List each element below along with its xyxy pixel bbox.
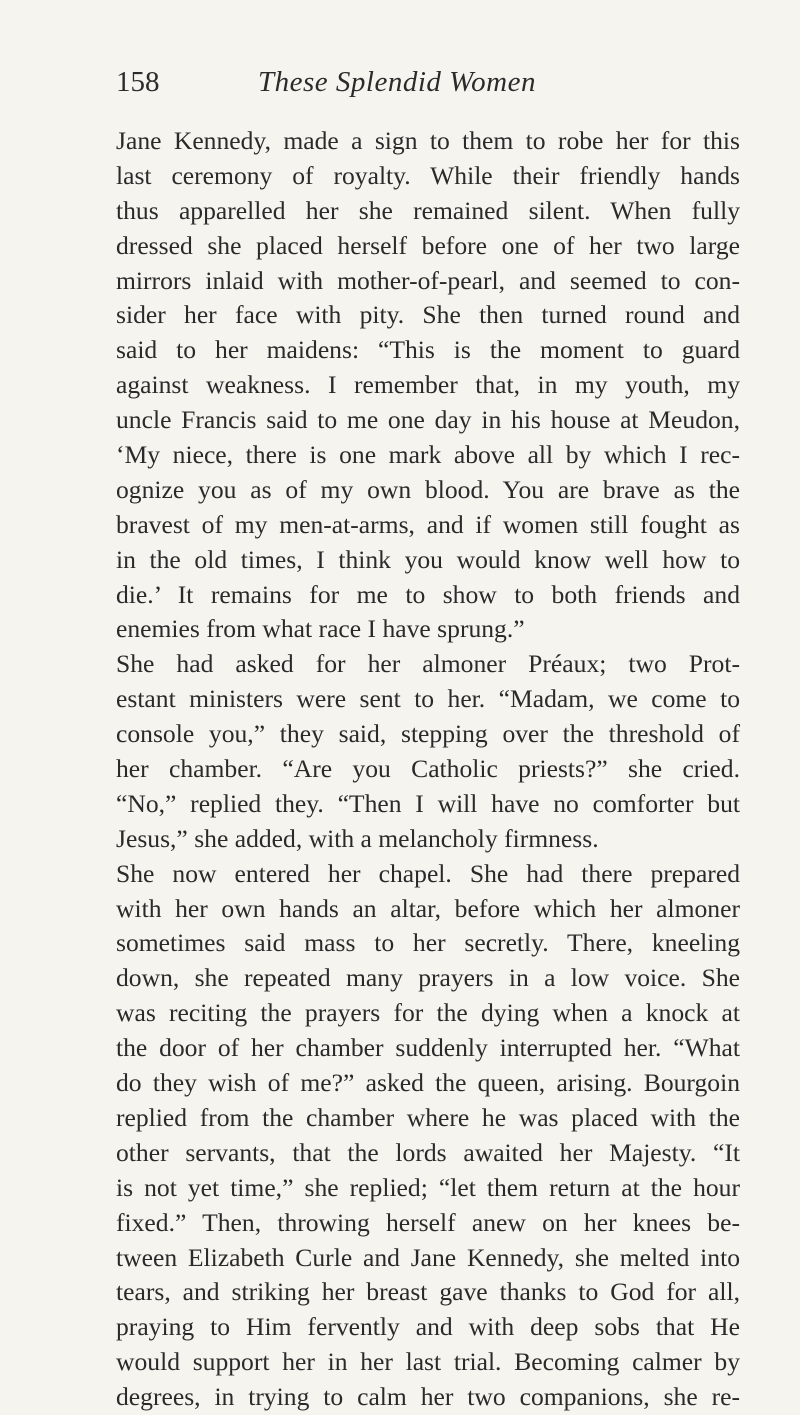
- running-head: [116, 62, 736, 102]
- body-text: [116, 124, 740, 1415]
- running-title: These Splendid Women: [258, 66, 536, 98]
- text-line: mirrors inlaid with mother-of-pearl, and seemed to con-: [116, 265, 740, 295]
- text-line: degrees, in trying to calm her two companions, she re-: [116, 1382, 740, 1412]
- text-line: would support her in her last trial. Becoming calmer by: [116, 1347, 740, 1377]
- text-line: estant ministers were sent to her. “Madam, we come to: [116, 684, 740, 714]
- text-line: against weakness. I remember that, in my youth, my: [116, 370, 740, 400]
- text-line: is not yet time,” she replied; “let them return at the hour: [116, 1172, 740, 1202]
- text-line: Jane Kennedy, made a sign to them to robe her for this: [116, 126, 740, 155]
- text-line: sider her face with pity. She then turned round and: [116, 300, 740, 330]
- text-line: Jesus,” she added, with a melancholy firmness.: [116, 823, 599, 853]
- text-line: was reciting the prayers for the dying when a knock at: [116, 998, 740, 1028]
- text-line: other servants, that the lords awaited her Majesty. “It: [116, 1137, 740, 1167]
- text-line: thus apparelled her she remained silent. When fully: [116, 195, 740, 225]
- text-line: She now entered her chapel. She had there prepared: [116, 858, 740, 888]
- text-line: console you,” they said, stepping over the threshold of: [116, 719, 740, 749]
- text-line: in the old times, I think you would know well how to: [116, 544, 740, 574]
- text-line: bravest of my men-at-arms, and if women still fought as: [116, 509, 740, 539]
- text-line: down, she repeated many prayers in a low voice. She: [116, 963, 740, 993]
- text-line: said to her maidens: “This is the moment to guard: [116, 335, 740, 365]
- text-line: tween Elizabeth Curle and Jane Kennedy, she melted into: [116, 1242, 740, 1272]
- text-line: with her own hands an altar, before which her almoner: [116, 893, 740, 923]
- text-line: die.’ It remains for me to show to both friends and: [116, 579, 740, 609]
- text-line: She had asked for her almoner Préaux; two Prot-: [116, 649, 740, 679]
- text-line: her chamber. “Are you Catholic priests?” she cried.: [116, 754, 740, 784]
- text-line: the door of her chamber suddenly interrupted her. “What: [116, 1033, 740, 1063]
- text-line: replied from the chamber where he was placed with the: [116, 1102, 740, 1132]
- text-line: sometimes said mass to her secretly. There, kneeling: [116, 928, 740, 958]
- text-line: ‘My niece, there is one mark above all by which I rec-: [116, 440, 740, 470]
- text-line: praying to Him fervently and with deep sobs that He: [116, 1312, 740, 1342]
- text-line: tears, and striking her breast gave thanks to God for all,: [116, 1277, 740, 1307]
- text-line: dressed she placed herself before one of her two large: [116, 230, 740, 260]
- text-line: ognize you as of my own blood. You are brave as the: [116, 474, 740, 504]
- text-line: do they wish of me?” asked the queen, arising. Bourgoin: [116, 1068, 740, 1098]
- text-line: fixed.” Then, throwing herself anew on her knees be-: [116, 1207, 740, 1237]
- text-line: uncle Francis said to me one day in his house at Meudon,: [116, 405, 740, 435]
- text-line: “No,” replied they. “Then I will have no comforter but: [116, 788, 740, 818]
- page-number: 158: [116, 66, 160, 98]
- text-line: last ceremony of royalty. While their friendly hands: [116, 160, 740, 190]
- text-line: enemies from what race I have sprung.”: [116, 614, 525, 644]
